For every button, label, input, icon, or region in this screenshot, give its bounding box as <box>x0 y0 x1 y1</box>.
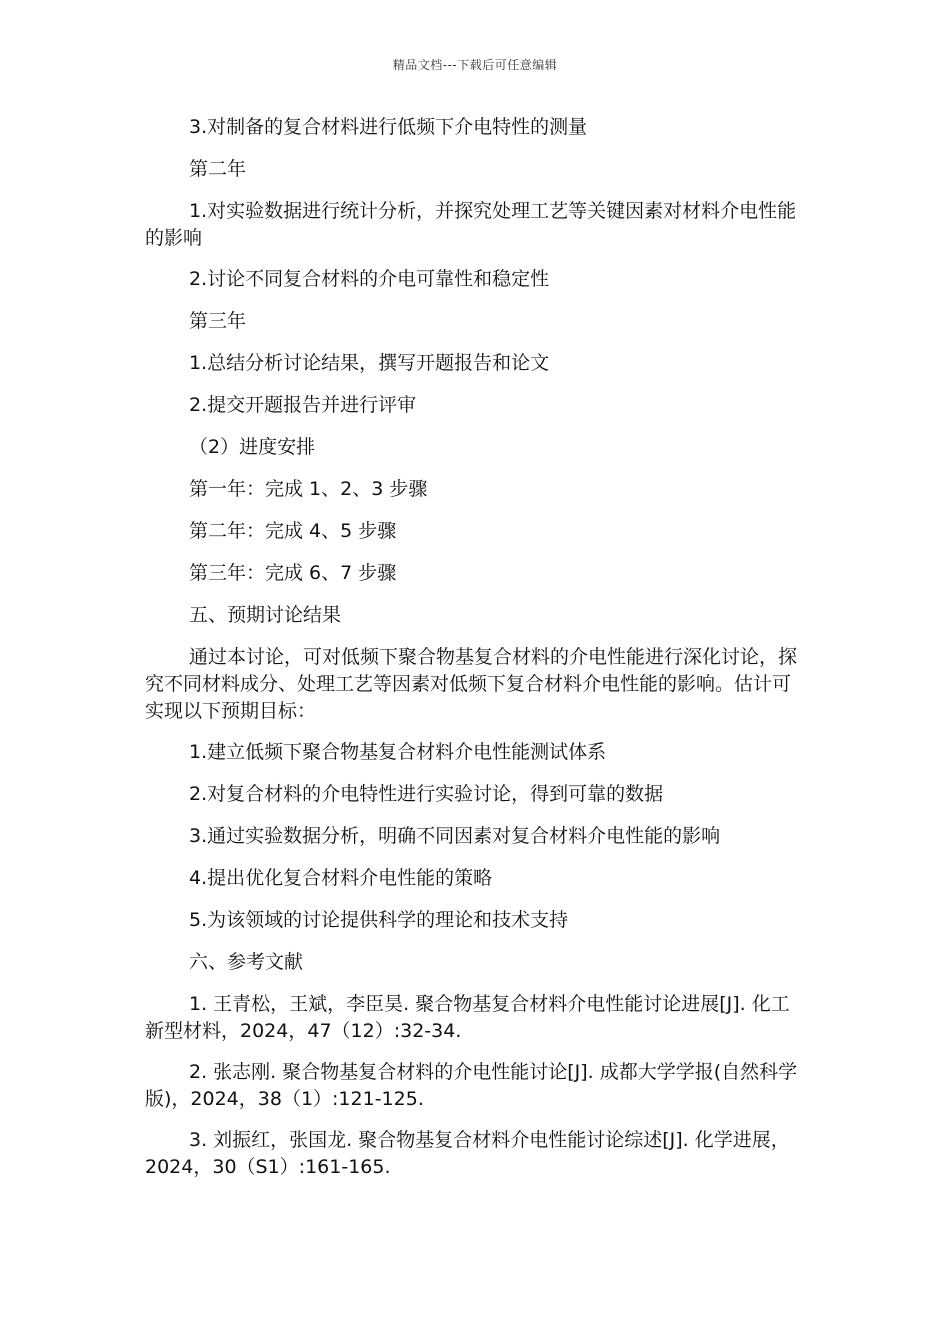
year-two-item-2: 2.讨论不同复合材料的介电可靠性和稳定性 <box>189 268 550 290</box>
schedule-year-one: 第一年：完成 1、2、3 步骤 <box>189 478 428 500</box>
expected-results-intro: 通过本讨论，可对低频下聚合物基复合材料的介电性能进行深化讨论，探究不同材料成分、处理工艺等因素对低频下复合材料介电性能的影响。估计可实现以下预期目标： <box>145 646 798 722</box>
year-three-heading: 第三年 <box>189 310 247 332</box>
year-two-item-1: 1.对实验数据进行统计分析，并探究处理工艺等关键因素对材料介电性能的影响 <box>145 200 797 249</box>
page-header: 精品文档---下载后可任意编辑 <box>392 58 558 72</box>
goal-item-2: 2.对复合材料的介电特性进行实验讨论，得到可靠的数据 <box>189 783 664 805</box>
year-two-heading: 第二年 <box>189 158 247 180</box>
plan-item-3-measure: 3.对制备的复合材料进行低频下介电特性的测量 <box>189 116 588 138</box>
schedule-year-two: 第二年：完成 4、5 步骤 <box>189 520 397 542</box>
reference-2: 2. 张志刚. 聚合物基复合材料的介电性能讨论[J]. 成都大学学报(自然科学版)，2024，38（1）:121-125. <box>145 1061 798 1110</box>
schedule-heading: （2）进度安排 <box>189 436 316 458</box>
document-body <box>145 114 805 1195</box>
reference-1: 1. 王青松，王斌，李臣昊. 聚合物基复合材料介电性能讨论进展[J]. 化工新型材料，2024，47（12）:32-34. <box>145 993 790 1042</box>
year-three-item-2: 2.提交开题报告并进行评审 <box>189 394 417 416</box>
reference-3: 3. 刘振红，张国龙. 聚合物基复合材料介电性能讨论综述[J]. 化学进展，2024，30（S1）:161-165. <box>145 1129 790 1178</box>
goal-item-3: 3.通过实验数据分析，明确不同因素对复合材料介电性能的影响 <box>189 825 721 847</box>
year-three-item-1: 1.总结分析讨论结果，撰写开题报告和论文 <box>189 352 550 374</box>
section-six-heading: 六、参考文献 <box>189 951 304 973</box>
goal-item-1: 1.建立低频下聚合物基复合材料介电性能测试体系 <box>189 741 607 763</box>
schedule-year-three: 第三年：完成 6、7 步骤 <box>189 562 397 584</box>
section-five-heading: 五、预期讨论结果 <box>189 604 342 626</box>
goal-item-5: 5.为该领域的讨论提供科学的理论和技术支持 <box>189 909 569 931</box>
goal-item-4: 4.提出优化复合材料介电性能的策略 <box>189 867 493 889</box>
